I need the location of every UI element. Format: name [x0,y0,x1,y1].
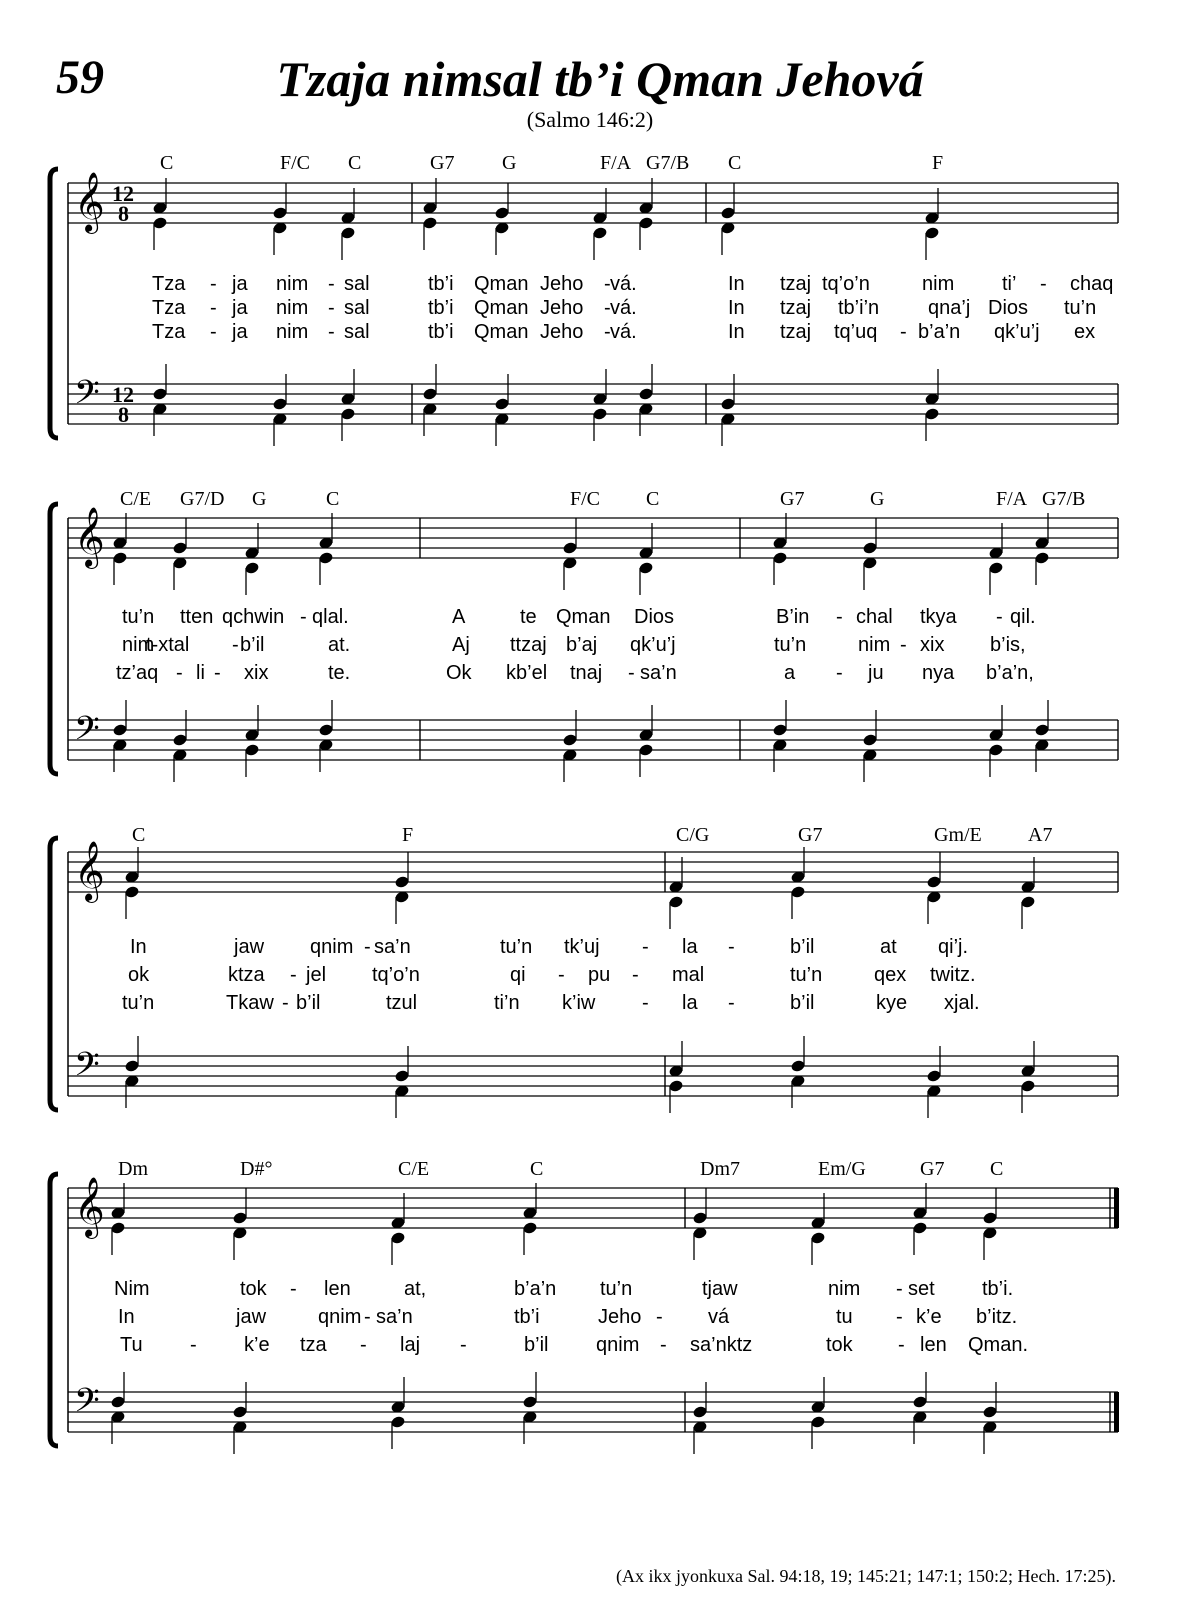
lyric-syllable: b’aj [566,634,598,656]
lyric-syllable: len [920,1334,947,1356]
lyric-syllable: - [1040,273,1047,295]
lyric-syllable: - [656,1306,663,1328]
lyric-syllable: Jeho [540,321,584,343]
chord-symbol: C/E [398,1158,430,1180]
lyric-syllable: - [214,662,221,684]
chord-symbol: C [132,824,146,846]
lyric-syllable: ttzaj [510,634,547,656]
lyric-syllable: sa’n [376,1306,413,1328]
lyric-syllable: laj [400,1334,421,1356]
lyric-syllable: Jeho [540,273,584,295]
lyric-syllable: qk’u’j [630,634,676,656]
lyric-syllable: ja [232,321,248,343]
chord-symbol: C [530,1158,544,1180]
song-title: Tzaja nimsal tb’i Qman Jehová [276,51,924,107]
lyric-syllable: ja [232,297,248,319]
chord-symbol: Gm/E [934,824,982,846]
treble-clef: 𝄞 [74,841,105,901]
lyric-syllable: - [190,1334,197,1356]
lyric-syllable: ja [232,273,248,295]
lyric-syllable: Qman [474,273,529,295]
lyric-syllable: In [728,273,745,295]
lyric-syllable: la [682,936,698,958]
lyric-syllable: Ok [446,662,472,684]
lyric-syllable: qnim [318,1306,362,1328]
lyric-syllable: sa’nktz [690,1334,753,1356]
lyric-syllable: mal [672,964,705,986]
lyric-syllable: - [460,1334,467,1356]
lyric-syllable: qi’j. [938,936,969,958]
lyric-syllable: tjaw [702,1278,738,1300]
lyric-syllable: Aj [452,634,470,656]
lyric-syllable: - [642,992,649,1014]
chord-symbol: A7 [1028,824,1053,846]
lyric-syllable: - [328,321,335,343]
lyric-syllable: tk’uj [564,936,600,958]
bass-clef: 𝄢 [74,1046,100,1092]
lyric-syllable: b’a’n [514,1278,557,1300]
lyric-syllable: qnim [596,1334,640,1356]
lyric-syllable: tu’n [600,1278,633,1300]
lyric-syllable: tb’i. [982,1278,1014,1300]
chord-symbol: C [348,152,362,174]
lyric-syllable: nim [276,273,309,295]
chord-symbol: G7/B [1042,488,1086,510]
system-bracket [50,838,58,1110]
lyric-syllable: tu’n [790,964,823,986]
lyric-syllable: - [210,297,217,319]
song-number: 59 [56,51,104,104]
lyric-syllable: - [728,936,735,958]
lyric-syllable: - [604,273,611,295]
lyric-syllable: chaq [1070,273,1114,295]
time-signature-top: 12 [112,181,134,206]
time-signature-bottom: 8 [118,201,129,226]
lyric-syllable: ti’ [1002,273,1017,295]
chord-symbol: G7 [920,1158,945,1180]
lyric-syllable: set [908,1278,935,1300]
lyric-syllable: b’a’n, [986,662,1034,684]
lyric-syllable: tok [826,1334,853,1356]
lyric-syllable: Tza [152,297,186,319]
lyric-syllable: tq’o’n [822,273,870,295]
lyric-syllable: nim [276,321,309,343]
lyric-syllable: sa’n [640,662,677,684]
lyric-syllable: - [364,936,371,958]
scripture-reference: (Salmo 146:2) [526,107,654,132]
lyric-syllable: xix [244,662,269,684]
lyric-syllable: tu’n [500,936,533,958]
chord-symbol: C/E [120,488,152,510]
lyric-syllable: k’e [916,1306,942,1328]
lyric-syllable: Tkaw [226,992,274,1014]
treble-clef: 𝄞 [74,172,105,232]
chord-symbol: F/A [600,152,632,174]
treble-clef: 𝄞 [74,1177,105,1237]
lyric-syllable: qk’u’j [994,321,1040,343]
lyric-syllable: Tza [152,273,186,295]
lyric-syllable: Dios [988,297,1029,319]
chord-symbol: F/A [996,488,1028,510]
lyric-syllable: nim [122,634,155,656]
lyric-syllable: Jeho [540,297,584,319]
lyric-syllable: - [632,964,639,986]
lyric-syllable: sal [344,273,370,295]
lyric-syllable: - [282,992,289,1014]
lyric-syllable: at [880,936,897,958]
lyric-syllable: tkya [920,606,957,628]
lyric-syllable: - [898,1334,905,1356]
lyric-syllable: B’in [776,606,810,628]
chord-symbol: G [502,152,517,174]
lyric-syllable: nya [922,662,955,684]
footnote: (Ax ikx jyonkuxa Sal. 94:18, 19; 145:21; 147:1; 150:2; Hech. 17:25). [616,1566,1116,1586]
lyric-syllable: at, [404,1278,427,1300]
lyric-syllable: b’itz. [976,1306,1018,1328]
lyric-syllable: ju [868,662,884,684]
system-bracket [50,504,58,774]
lyric-syllable: - [900,321,907,343]
lyric-syllable: xjal. [944,992,980,1014]
lyric-syllable: Qman [556,606,611,628]
lyric-syllable: vá. [610,321,637,343]
lyric-syllable: tzaj [780,321,812,343]
lyric-syllable: k’e [244,1334,270,1356]
lyric-syllable: tz’aq [116,662,159,684]
time-signature-bottom: 8 [118,402,129,427]
system-bracket [50,169,58,438]
lyric-syllable: pu [588,964,611,986]
lyric-syllable: - [604,297,611,319]
lyric-syllable: Qman. [968,1334,1029,1356]
lyric-syllable: ex [1074,321,1096,343]
final-barline [1114,1188,1119,1228]
lyric-syllable: In [118,1306,135,1328]
lyric-syllable: Qman [474,321,529,343]
lyric-syllable: - [176,662,183,684]
lyric-syllable: In [728,321,745,343]
lyric-syllable: la [682,992,698,1014]
lyric-syllable: kb’el [506,662,548,684]
lyric-syllable: - [660,1334,667,1356]
lyric-syllable: tu’n [1064,297,1097,319]
lyric-syllable: tb’i [428,273,454,295]
lyric-syllable: tten [180,606,214,628]
lyric-syllable: tb’i’n [838,297,880,319]
chord-symbol: F [932,152,944,174]
chord-symbol: C/G [676,824,710,846]
lyric-syllable: tu’n [774,634,807,656]
chord-symbol: G [252,488,267,510]
lyric-syllable: Tu [120,1334,143,1356]
chord-symbol: Em/G [818,1158,866,1180]
lyric-syllable: b’il [240,634,265,656]
lyric-syllable: Dios [634,606,675,628]
lyric-syllable: qna’j [928,297,971,319]
lyric-syllable: - [836,662,843,684]
lyric-syllable: nim [276,297,309,319]
lyric-syllable: In [728,297,745,319]
lyric-syllable: vá. [610,273,637,295]
lyric-syllable: vá. [610,297,637,319]
lyric-syllable: tb’i [428,297,454,319]
lyric-syllable: tb’i [514,1306,540,1328]
lyric-syllable: qchwin [222,606,285,628]
lyric-syllable: Nim [114,1278,150,1300]
lyric-syllable: tza [300,1334,327,1356]
lyric-syllable: Qman [474,297,529,319]
lyric-syllable: tnaj [570,662,603,684]
lyric-syllable: tzul [386,992,418,1014]
chord-symbol: C [990,1158,1004,1180]
lyric-syllable: - [210,321,217,343]
lyric-syllable: b’il [790,936,815,958]
lyric-syllable: - [628,662,635,684]
lyric-syllable: Jeho [598,1306,642,1328]
lyric-syllable: - [360,1334,367,1356]
lyric-syllable: nim [922,273,955,295]
chord-symbol: F/C [570,488,601,510]
lyric-syllable: - [290,964,297,986]
lyric-syllable: jel [306,964,327,986]
chord-symbol: D#° [240,1158,273,1180]
chord-symbol: F/C [280,152,311,174]
bass-clef: 𝄢 [74,374,100,420]
lyric-syllable: - [896,1278,903,1300]
lyric-syllable: - [996,606,1003,628]
lyric-syllable: - [642,936,649,958]
lyric-syllable: - [210,273,217,295]
lyric-syllable: In [130,936,147,958]
lyric-syllable: jaw [234,936,265,958]
lyric-syllable: - [328,297,335,319]
lyric-syllable: tq’o’n [372,964,420,986]
lyric-syllable: sal [344,297,370,319]
chord-symbol: G [870,488,885,510]
lyric-syllable: vá [708,1306,730,1328]
lyric-syllable: - [364,1306,371,1328]
chord-symbol: C [728,152,742,174]
chord-symbol: C [160,152,174,174]
lyric-syllable: qi [510,964,526,986]
bass-clef: 𝄢 [74,710,100,756]
lyric-syllable: li [196,662,205,684]
lyric-syllable: nim [828,1278,861,1300]
lyric-syllable: qil. [1010,606,1036,628]
lyric-syllable: Tza [152,321,186,343]
lyric-syllable: b’il [296,992,321,1014]
chord-symbol: C [646,488,660,510]
lyric-syllable: sa’n [374,936,411,958]
lyric-syllable: - [328,273,335,295]
lyric-syllable: - [604,321,611,343]
lyric-syllable: twitz. [930,964,976,986]
lyric-syllable: k’iw [562,992,596,1014]
lyric-syllable: te [520,606,537,628]
final-barline [1114,1392,1119,1432]
lyric-syllable: tu’n [122,606,155,628]
lyric-syllable: - [836,606,843,628]
chord-symbol: G7/B [646,152,690,174]
lyric-syllable: tzaj [780,273,812,295]
lyric-syllable: nim [858,634,891,656]
chord-symbol: C [326,488,340,510]
lyric-syllable: b’il [790,992,815,1014]
lyric-syllable: - [896,1306,903,1328]
chord-symbol: Dm [118,1158,148,1180]
lyric-syllable: tq’uq [834,321,878,343]
lyric-syllable: b’il [524,1334,549,1356]
chord-symbol: F [402,824,414,846]
lyric-syllable: qex [874,964,907,986]
lyric-syllable: chal [856,606,893,628]
lyric-syllable: tok [240,1278,267,1300]
chord-symbol: G7/D [180,488,225,510]
lyric-syllable: tu’n [122,992,155,1014]
lyric-syllable: b’a’n [918,321,961,343]
chord-symbol: G7 [798,824,823,846]
lyric-syllable: - [728,992,735,1014]
lyric-syllable: ok [128,964,150,986]
lyric-syllable: b’is, [990,634,1026,656]
lyric-syllable: - [300,606,307,628]
lyric-syllable: tzaj [780,297,812,319]
lyric-syllable: - [290,1278,297,1300]
time-signature-top: 12 [112,382,134,407]
lyric-syllable: - [232,634,239,656]
lyric-syllable: jaw [236,1306,267,1328]
lyric-syllable: len [324,1278,351,1300]
lyric-syllable: tb’i [428,321,454,343]
lyric-syllable: a [784,662,796,684]
lyric-syllable: - [558,964,565,986]
lyric-syllable: - [900,634,907,656]
lyric-syllable: ktza [228,964,265,986]
chord-symbol: Dm7 [700,1158,740,1180]
lyric-syllable: sal [344,321,370,343]
bass-clef: 𝄢 [74,1382,100,1428]
system-bracket [50,1174,58,1446]
lyric-syllable: qnim [310,936,354,958]
lyric-syllable: at. [328,634,351,656]
lyric-syllable: A [452,606,466,628]
chord-symbol: G7 [780,488,805,510]
treble-clef: 𝄞 [74,507,105,567]
lyric-syllable: qlal. [312,606,349,628]
chord-symbol: G7 [430,152,455,174]
lyric-syllable: tu [836,1306,853,1328]
lyric-syllable: ti’n [494,992,520,1014]
lyric-syllable: xix [920,634,945,656]
lyric-syllable: kye [876,992,908,1014]
lyric-syllable: te. [328,662,351,684]
lyric-syllable: t-xtal [146,634,190,656]
